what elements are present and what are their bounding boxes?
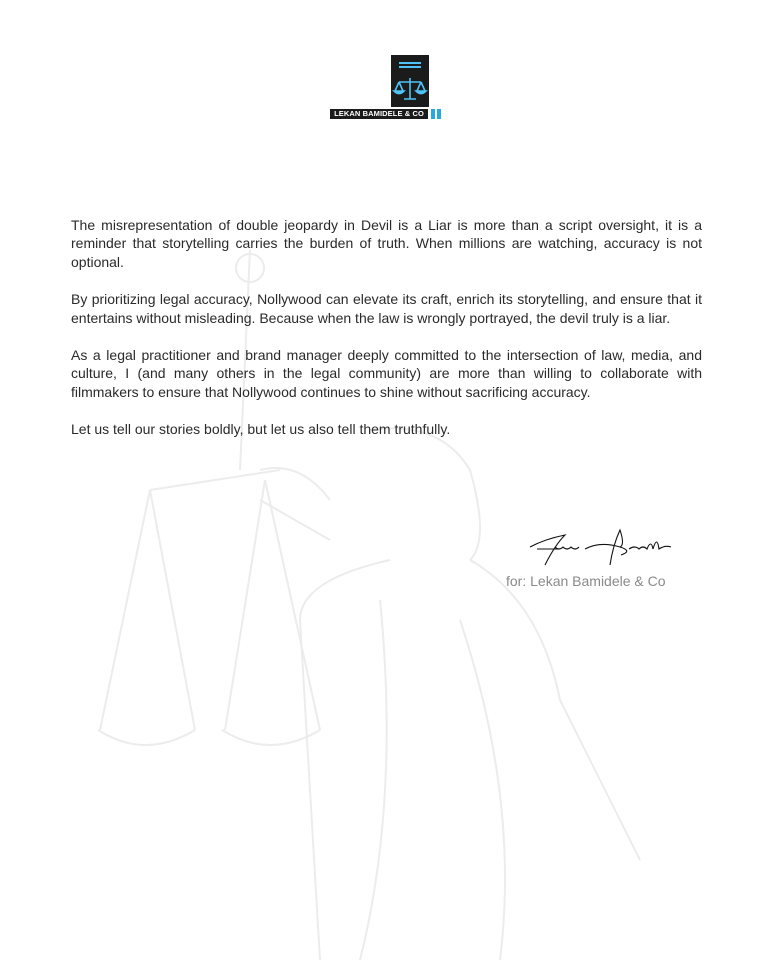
- letter-body: [71, 216, 702, 458]
- signoff: for: Lekan Bamidele & Co: [506, 573, 666, 589]
- handwritten-signature: [525, 525, 675, 570]
- paragraph-2: By prioritizing legal accuracy, Nollywood can elevate its craft, enrich its storytelling, and ensure that it entertains without misleading. Because when the law is wrongly portrayed, the devil truly is a liar.: [71, 291, 702, 326]
- paragraph-4: Let us tell our stories boldly, but let us also tell them truthfully.: [71, 421, 451, 438]
- paragraph-3: As a legal practitioner and brand manager deeply committed to the intersection of law, media, and culture, I (and many others in the legal community) are more than willing to collaborate with filmmakers to ensure that Nollywood continues to shine without sacrificing accuracy.: [71, 347, 702, 400]
- scales-icon: [391, 75, 429, 105]
- logo-mark: [391, 55, 429, 107]
- paragraph-1: The misrepresentation of double jeopardy in Devil is a Liar is more than a script oversight, it is a reminder that storytelling carries the burden of truth. When millions are watching, accuracy is not optional.: [71, 217, 702, 270]
- logo-wordmark: LEKAN BAMIDELE & CO: [330, 109, 428, 119]
